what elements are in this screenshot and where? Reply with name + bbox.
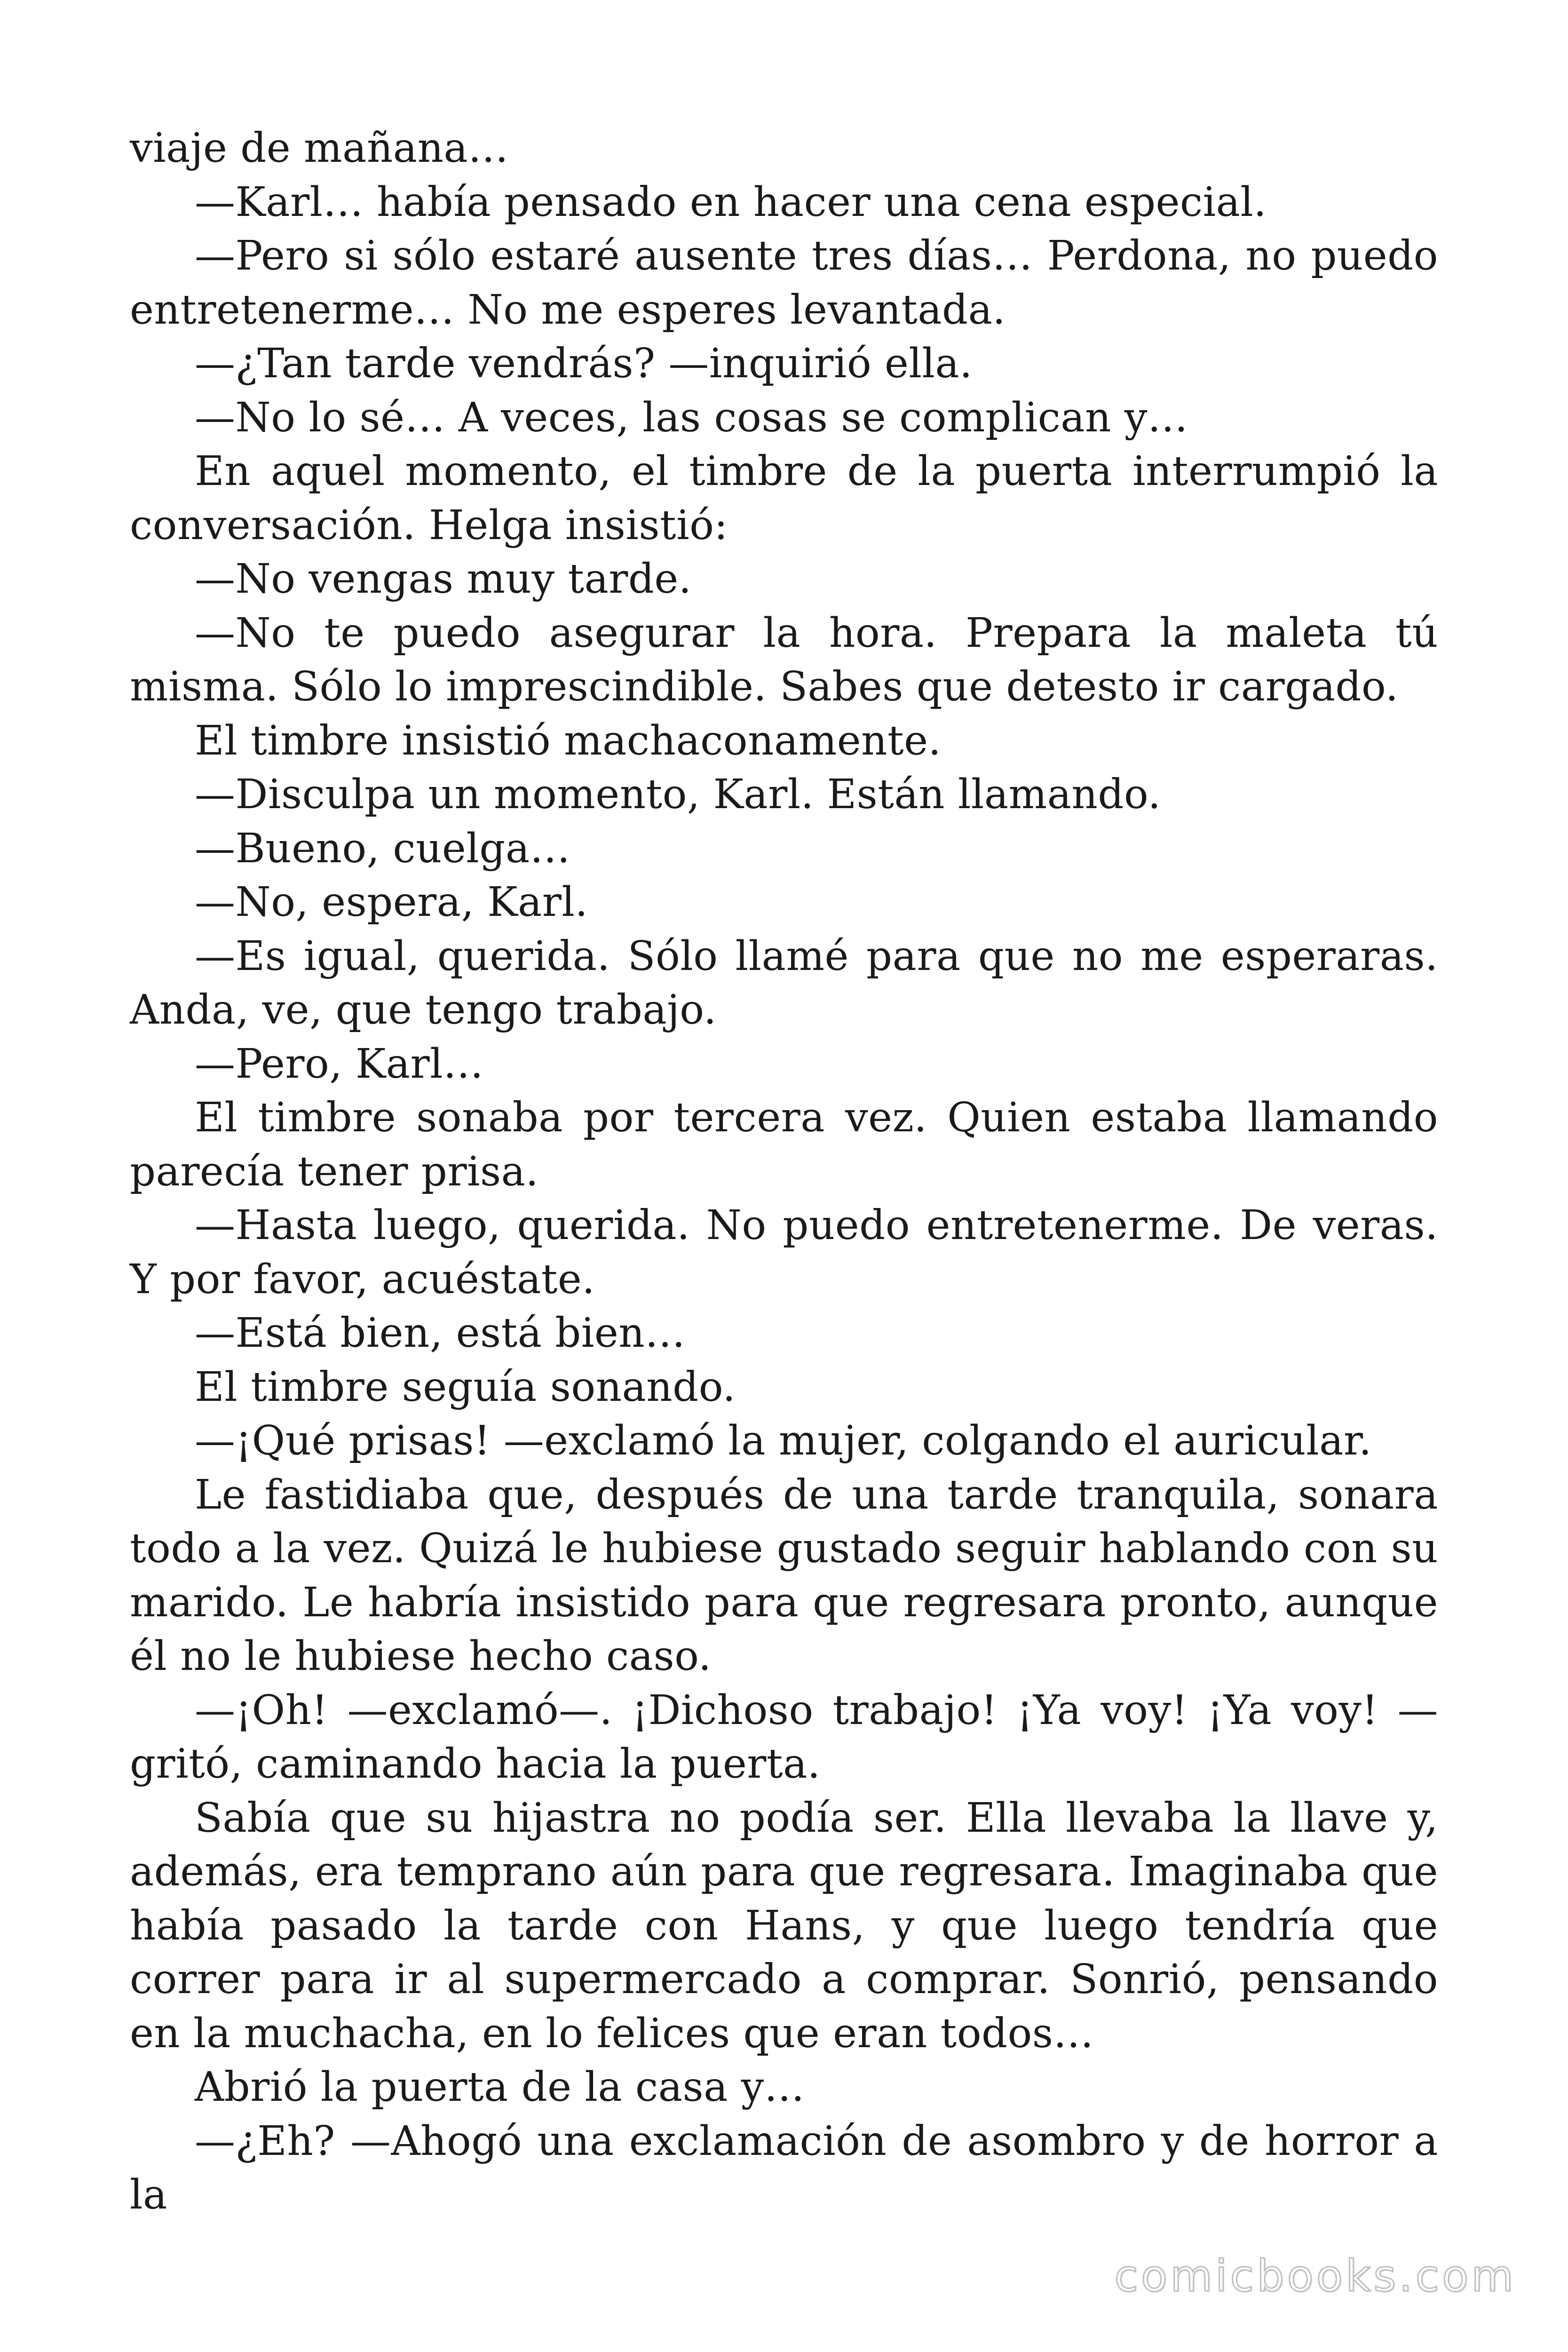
paragraph: —Pero, Karl… xyxy=(195,1040,484,1088)
paragraph: —No lo sé… A veces, las cosas se complican y… xyxy=(195,394,1188,441)
paragraph: —Bueno, cuelga… xyxy=(195,825,571,872)
paragraph: —No te puedo asegurar la hora. Prepara la maleta tú misma. Sólo lo imprescindible. Sabes que detesto ir cargado. xyxy=(130,609,1438,710)
paragraph: —¡Qué prisas! —exclamó la mujer, colgando el auricular. xyxy=(195,1417,1372,1464)
paragraph: —¿Tan tarde vendrás? —inquirió ella. xyxy=(195,340,973,387)
paragraph: —Karl… había pensado en hacer una cena especial. xyxy=(195,178,1267,226)
paragraph: —No vengas muy tarde. xyxy=(195,556,692,603)
paragraph: —¿Eh? —Ahogó una exclamación de asombro y de horror a la xyxy=(130,2117,1438,2218)
paragraph: —Es igual, querida. Sólo llamé para que no me esperaras. Anda, ve, que tengo trabajo. xyxy=(130,932,1438,1033)
paragraph: El timbre insistió machaconamente. xyxy=(195,717,942,764)
paragraph: viaje de mañana… xyxy=(130,125,509,172)
paragraph: El timbre seguía sonando. xyxy=(195,1363,736,1411)
paragraph: —¡Oh! —exclamó—. ¡Dichoso trabajo! ¡Ya voy! ¡Ya voy! —gritó, caminando hacia la puerta. xyxy=(130,1686,1438,1788)
paragraph: —Hasta luego, querida. No puedo entretenerme. De veras. Y por favor, acuéstate. xyxy=(130,1202,1438,1303)
paragraph: Abrió la puerta de la casa y… xyxy=(195,2064,805,2111)
paragraph: —Está bien, está bien… xyxy=(195,1310,686,1357)
paragraph: En aquel momento, el timbre de la puerta interrumpió la conversación. Helga insistió: xyxy=(130,448,1438,549)
paragraph: —No, espera, Karl. xyxy=(195,879,588,926)
paragraph: —Disculpa un momento, Karl. Están llamando. xyxy=(195,771,1161,818)
paragraph: Le fastidiaba que, después de una tarde tranquila, sonara todo a la vez. Quizá le hubiese gustado seguir hablando con su marido. Le habría insistido para que regresara pronto, aunque él no le hubiese hecho caso. xyxy=(130,1471,1438,1680)
watermark: comicbooks.com xyxy=(1114,2251,1516,2301)
book-page xyxy=(130,121,1438,2222)
paragraph: Sabía que su hijastra no podía ser. Ella llevaba la llave y, además, era temprano aún para que regresara. Imaginaba que había pasado la tarde con Hans, y que luego tendría que correr para ir al supermercado a comprar. Sonrió, pensando en la muchacha, en lo felices que eran todos… xyxy=(130,1794,1438,2057)
paragraph: —Pero si sólo estaré ausente tres días… Perdona, no puedo entretenerme… No me esperes levantada. xyxy=(130,232,1438,334)
paragraph: El timbre sonaba por tercera vez. Quien estaba llamando parecía tener prisa. xyxy=(130,1094,1438,1195)
